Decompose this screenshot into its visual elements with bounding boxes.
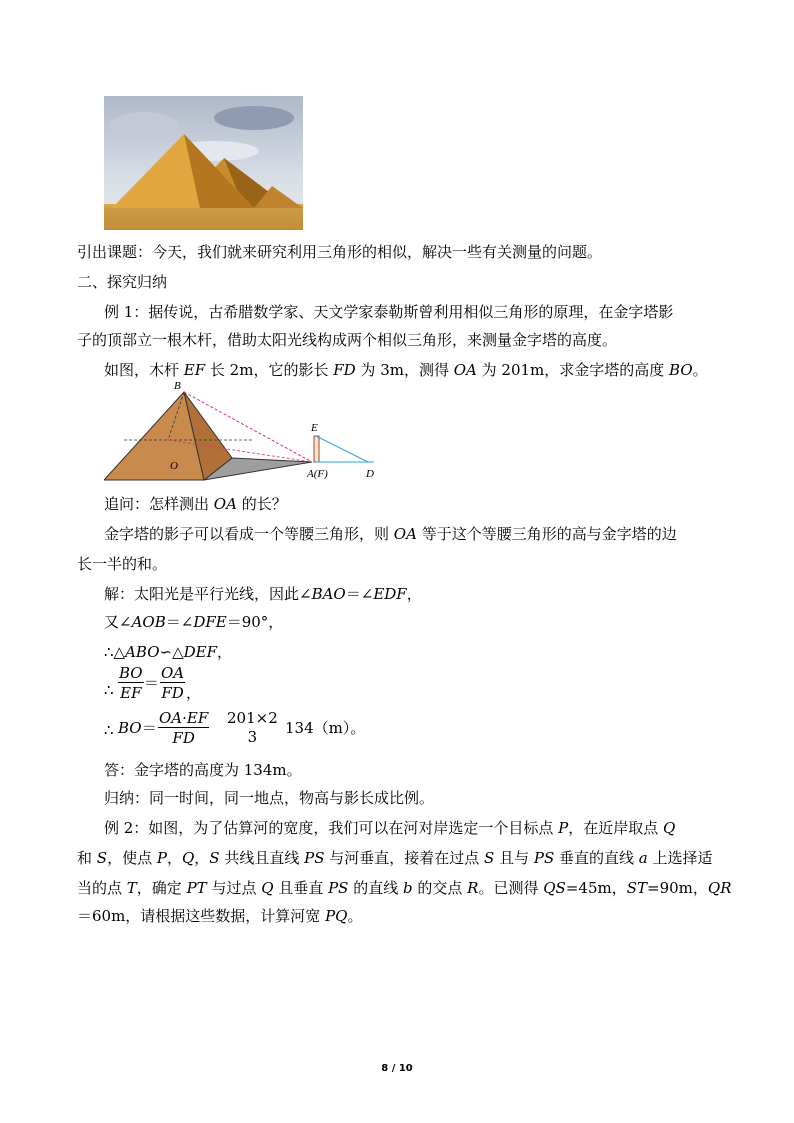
section-heading: 二、探究归纳 [77, 273, 168, 291]
given-text: 如图，木杆 EF 长 2m，它的影长 FD 为 3m，测得 OA 为 201m，求金字塔的高度 BO。 [104, 361, 708, 379]
example-2-line-1: 例 2：如图，为了估算河的宽度，我们可以在河对岸选定一个目标点 P，在近岸取点 Q [104, 819, 676, 837]
summary-text: 归纳：同一时间，同一地点，物高与影长成比例。 [104, 789, 435, 807]
follow-up-question: 追问：怎样测出 OA 的长？ [104, 495, 287, 513]
pyramid-shadow-diagram [104, 378, 394, 486]
label-e: E [311, 422, 318, 434]
solution-line-1: 解：太阳光是平行光线，因此∠BAO＝∠EDF， [104, 585, 422, 603]
fraction-bo-ef: $\frac{BO}{EF}$ [119, 664, 143, 702]
intro-text: 引出课题：今天，我们就来研究利用三角形的相似，解决一些有关测量的问题。 [77, 243, 603, 261]
label-b: B [174, 380, 181, 392]
solution-line-3: ∴△ABO∽△DEF， [104, 643, 233, 661]
solution-line-2: 又∠AOB＝∠DFE＝90°， [104, 613, 284, 631]
example-1-line-1: 例 1：据传说，古希腊数学家、天文学家泰勒斯曾利用相似三角形的原理，在金字塔影 [104, 303, 674, 321]
label-af: A(F) [307, 468, 328, 480]
answer-text: 答：金字塔的高度为 134m。 [104, 761, 302, 779]
example-2-line-3: 当的点 T，确定 PT 与过点 Q 且垂直 PS 的直线 b 的交点 R。已测得 QS=45m，ST=90m，QR [77, 879, 732, 897]
follow-up-answer-1: 金字塔的影子可以看成一个等腰三角形，则 OA 等于这个等腰三角形的高与金字塔的边 [104, 525, 677, 543]
fraction-oa-fd: $\frac{OA}{FD}$ [161, 664, 185, 702]
follow-up-answer-2: 长一半的和。 [77, 555, 168, 573]
label-o: O [170, 460, 178, 472]
fraction-oa-ef-fd: $\frac{OA\cdot EF}{FD}$ [159, 709, 209, 747]
fraction-201x2-3: 201×2 3 [227, 709, 278, 746]
example-2-line-4: ＝60m，请根据这些数据，计算河宽 PQ。 [77, 907, 363, 925]
example-1-line-2: 子的顶部立一根木杆，借助太阳光线构成两个相似三角形，来测量金字塔的高度。 [77, 331, 618, 349]
page-number: 8 / 10 [381, 1063, 413, 1074]
pole-ef [314, 436, 319, 462]
pyramid-photo [104, 96, 303, 230]
label-d: D [366, 468, 374, 480]
example-2-line-2: 和 S，使点 P，Q，S 共线且直线 PS 与河垂直，接着在过点 S 且与 PS 垂直的直线 a 上选择适 [77, 849, 713, 867]
